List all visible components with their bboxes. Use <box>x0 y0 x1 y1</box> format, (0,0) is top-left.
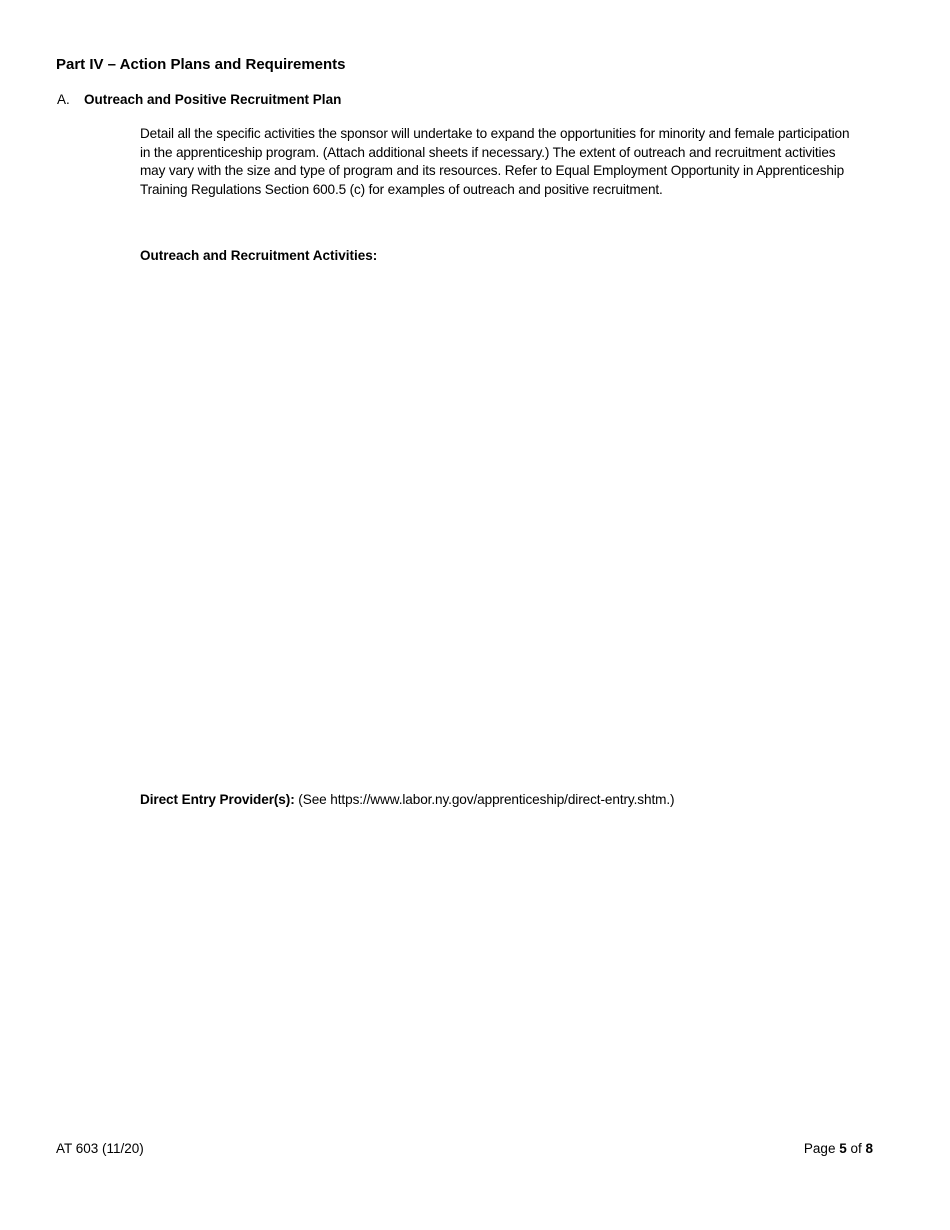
page-word: Page <box>803 1141 840 1156</box>
activities-field[interactable] <box>140 272 890 772</box>
section-letter: A. <box>57 92 70 107</box>
page-current: 5 <box>839 1141 847 1156</box>
page-of: of <box>846 1141 866 1156</box>
instructions-paragraph <box>140 125 849 199</box>
form-id: AT 603 (11/20) <box>56 1141 144 1156</box>
section-title: Outreach and Positive Recruitment Plan <box>84 92 342 107</box>
instructions-line: may vary with the size and type of program and its resources. Refer to Equal Employment Opportunity in Apprenticeship <box>140 163 845 178</box>
instructions-line: Detail all the specific activities the sponsor will undertake to expand the opportunities for minority and female participation <box>140 126 850 141</box>
part-title: Part IV – Action Plans and Requirements <box>56 56 346 73</box>
instructions-line: in the apprenticeship program. (Attach additional sheets if necessary.) The extent of outreach and recruitment activities <box>140 144 836 160</box>
page-total: 8 <box>865 1141 873 1156</box>
direct-entry-label: Direct Entry Provider(s): <box>140 792 295 807</box>
page-number <box>804 1141 873 1156</box>
activities-label: Outreach and Recruitment Activities: <box>140 248 378 263</box>
direct-entry-line <box>140 792 674 807</box>
direct-entry-field[interactable] <box>140 816 890 1116</box>
instructions-line: Training Regulations Section 600.5 (c) for examples of outreach and positive recruitment. <box>140 181 663 197</box>
direct-entry-note: (See https://www.labor.ny.gov/apprenticeship/direct-entry.shtm.) <box>294 792 675 807</box>
